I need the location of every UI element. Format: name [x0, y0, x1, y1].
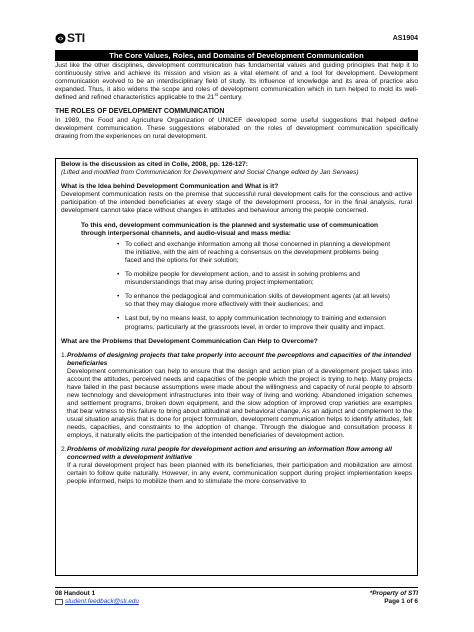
problem-1 [61, 352, 412, 440]
question-1-text: Development communication rests on the premise that successful rural development calls for the conscious and active participation of the intended beneficiaries at every stage of the development process, for in the final analysis, rural development cannot take place without changes in attitudes and behaviour among the people concerned. [61, 191, 412, 215]
intro-paragraph: Just like the other disciplines, development communication has fundamental values and guiding principles that help it to continuously strive and achieve its mission and vision as a vital element of and a tool for development. Development communication evolved to be an interdisciplinary field of study. Its influence of knowledge and its area of practice also expanded. Thus, it also widens the scope and roles of development communication which in turn helped to mold its well-defined and refined characteristics applicable to the 21st century. [55, 62, 418, 102]
sti-logo-icon [55, 33, 66, 44]
page-number: Page 1 of 6 [384, 597, 418, 605]
citation-line: Below is the discussion as cited in Colle, 2008, pp. 126-127: [61, 161, 248, 168]
citation-box [55, 158, 418, 576]
list-item: • Last but, by no means least, to apply communication technology to training and extension programs, particularly at the grassroots level, in order to improve their quality and impact. [117, 315, 392, 331]
document-title: The Core Values, Roles, and Domains of Development Communication [55, 50, 418, 61]
roles-paragraph: In 1989, the Food and Agriculture Organization of UNICEF developed some useful suggestions that helped define development communication. These suggestions elaborated on the roles of development communication specifically drawing from the experiences on rural development. [55, 116, 418, 140]
roles-heading: THE ROLES OF DEVELOPMENT COMMUNICATION [55, 108, 225, 116]
problem-2-number: 2. [61, 445, 67, 453]
question-heading-1: What is the Idea behind Development Communication and What is it? [61, 183, 279, 191]
page-footer [55, 587, 418, 606]
problem-1-number: 1. [61, 351, 67, 359]
property-label: *Property of STI [369, 590, 418, 597]
question-heading-2: What are the Problems that Development Communication Can Help to Overcome? [61, 337, 318, 345]
document-code: AS1904 [392, 35, 418, 43]
list-item: • To mobilize people for development action, and to assist in solving problems and misunderstandings that may arise during project implementation; [117, 271, 392, 287]
problem-2 [61, 446, 412, 486]
email-icon [55, 599, 63, 605]
logo-text: STI [67, 31, 85, 46]
problem-1-text: Development communication can help to ensure that the design and action plan of a development project takes into account the attitudes, perceived needs and capacities of the people which the project is trying to help. Many projects have failed in the past because assumptions were made about the willingness and capacity of rural people to absorb new technology and development infrastructures into their way of living and working. Abandoned irrigation schemes and settlement programs, broken down equipment, and the slow adoption of improved crop varieties are examples that bear witness to this failure to bring about attitudinal and behavioral change. As an adjunct and complement to the usual situation analysis that is done for project formulation, development communication helps to identify attitudes, felt needs, capacities, and constraints to the adoption of change. Through the dialogue and consultation process it employs, it naturally elicits the participation of the intended beneficiaries of development action. [67, 367, 412, 439]
feedback-email-link[interactable] [55, 598, 139, 606]
list-item: • To enhance the pedagogical and communication skills of development agents (at all levels) so that they may dialogue more effectively with their audiences; and [117, 293, 392, 309]
page-header [55, 24, 418, 46]
planned-use-statement: To this end, development communication is the planned and systematic use of communication through interpersonal channels, and audio-visual and mass media: [81, 222, 379, 238]
citation-note: (Lifted and modified from Communication for Development and Social Change edited by Jan Servaes) [61, 169, 359, 177]
document-body [55, 62, 418, 141]
role-bullet-list [117, 241, 392, 331]
sti-logo [55, 31, 85, 46]
handout-label: 08 Handout 1 [55, 590, 96, 597]
problem-2-text: If a rural development project has been planned with its beneficiaries, their participation and mobilization are almost certain to follow quite naturally. However, in any event, communication support during project implementation keeps people informed, helps to mobilize them and to stimulate the more conservative to [67, 461, 412, 486]
problem-1-heading: Problems of designing projects that take properly into account the perceptions and capacities of the intended beneficiaries [67, 351, 412, 367]
feedback-email[interactable]: student.feedback@sti.edu [65, 597, 139, 605]
list-item: • To collect and exchange information among all those concerned in planning a development the initiative, with the aim of reaching a consensus on the development problems being faced and the options for their solution; [117, 241, 392, 265]
problem-2-heading: Problems of mobilizing rural people for development action and ensuring an information flow among all concerned with a development initiative [67, 445, 392, 461]
